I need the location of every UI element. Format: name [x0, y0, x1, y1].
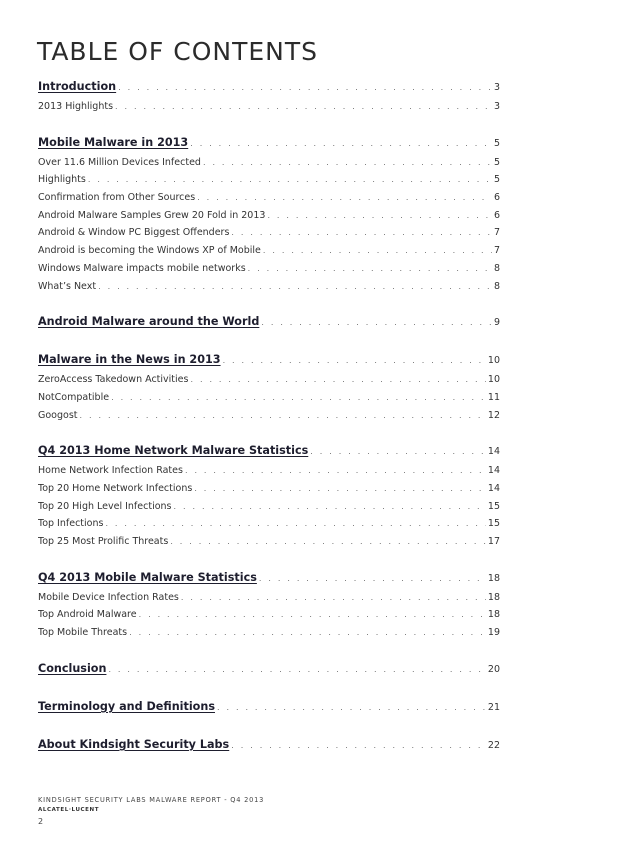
dot-leader: [111, 393, 486, 402]
toc-entry-label: What’s Next: [38, 280, 97, 292]
toc-heading-label: Conclusion: [38, 661, 107, 675]
toc-heading-label: Terminology and Definitions: [38, 699, 215, 713]
dot-leader: [98, 282, 492, 291]
toc-entry-page-number: 17: [487, 536, 500, 547]
dot-leader: [170, 537, 486, 546]
toc-entry[interactable]: [38, 518, 500, 536]
toc-heading[interactable]: [38, 315, 500, 336]
toc-heading-label: Q4 2013 Home Network Malware Statistics: [38, 444, 309, 458]
page-number: 2: [38, 817, 44, 826]
toc-heading[interactable]: [38, 571, 500, 592]
toc-heading[interactable]: [38, 444, 500, 465]
dot-leader: [185, 466, 486, 475]
table-of-contents: [38, 80, 500, 776]
toc-entry[interactable]: [38, 227, 500, 245]
toc-entry[interactable]: [38, 410, 500, 428]
toc-entry-label: Top Android Malware: [38, 609, 137, 621]
toc-section: [38, 136, 500, 299]
toc-entry-label: Android is becoming the Windows XP of Mobile: [38, 245, 261, 257]
toc-entry-page-number: 19: [487, 627, 500, 639]
toc-entry-label: Top 25 Most Prolific Threats: [38, 536, 169, 547]
dot-leader: [115, 102, 492, 111]
toc-heading-label: Malware in the News in 2013: [38, 353, 221, 367]
toc-entry-page-number: 15: [487, 500, 500, 512]
dot-leader: [88, 175, 492, 184]
dot-leader: [80, 411, 486, 420]
toc-heading-page-number: 9: [493, 317, 500, 329]
toc-heading[interactable]: [38, 662, 500, 683]
dot-leader: [108, 665, 485, 674]
toc-heading-label: Android Malware around the World: [38, 315, 260, 329]
toc-heading[interactable]: [38, 353, 500, 374]
toc-heading-page-number: 20: [487, 663, 500, 675]
page-footer: [38, 796, 264, 826]
toc-entry-label: Top Infections: [38, 518, 104, 530]
toc-entry-page-number: 14: [487, 482, 500, 494]
toc-entry[interactable]: [38, 592, 500, 610]
toc-section: [38, 662, 500, 683]
toc-entry-label: Confirmation from Other Sources: [38, 192, 196, 204]
dot-leader: [190, 139, 492, 148]
dot-leader: [105, 519, 485, 528]
toc-entry[interactable]: [38, 627, 500, 645]
toc-entry[interactable]: [38, 609, 500, 627]
toc-entry-page-number: 8: [493, 262, 500, 274]
report-title: KINDSIGHT SECURITY LABS MALWARE REPORT - Q4 2013: [38, 796, 265, 804]
toc-entry-page-number: 12: [487, 409, 500, 421]
toc-entry[interactable]: [38, 465, 500, 483]
toc-heading[interactable]: [38, 136, 500, 157]
dot-leader: [217, 703, 486, 712]
toc-entry-label: Top 20 High Level Infections: [38, 500, 172, 512]
toc-entry-page-number: 6: [493, 192, 500, 204]
toc-entry[interactable]: [38, 174, 500, 192]
toc-entry[interactable]: [38, 483, 500, 501]
toc-entry[interactable]: [38, 263, 500, 281]
dot-leader: [263, 246, 492, 255]
toc-entry[interactable]: [38, 374, 500, 392]
toc-heading[interactable]: [38, 700, 500, 721]
toc-heading-page-number: 10: [487, 355, 500, 367]
toc-entry-page-number: 6: [493, 209, 500, 221]
toc-entry-page-number: 7: [493, 227, 500, 239]
toc-entry[interactable]: [38, 536, 500, 554]
toc-entry-page-number: 5: [493, 174, 500, 186]
toc-heading-page-number: 18: [487, 572, 500, 584]
toc-heading-page-number: 14: [487, 446, 500, 458]
dot-leader: [197, 193, 492, 202]
toc-entry-label: Over 11.6 Million Devices Infected: [38, 156, 201, 168]
toc-entry[interactable]: [38, 281, 500, 299]
toc-entry-label: Top 20 Home Network Infections: [38, 482, 193, 494]
dot-leader: [231, 741, 486, 750]
dot-leader: [231, 228, 492, 237]
toc-section: [38, 738, 500, 759]
toc-entry[interactable]: [38, 501, 500, 519]
toc-section: [38, 700, 500, 721]
dot-leader: [248, 264, 492, 273]
toc-heading[interactable]: [38, 80, 500, 101]
dot-leader: [174, 502, 486, 511]
toc-entry-label: Home Network Infection Rates: [38, 465, 183, 477]
toc-entry[interactable]: [38, 392, 500, 410]
toc-entry-page-number: 14: [487, 465, 500, 477]
toc-heading-page-number: 3: [493, 82, 500, 93]
toc-heading-label: Mobile Malware in 2013: [38, 135, 189, 149]
toc-entry[interactable]: [38, 245, 500, 263]
toc-heading-page-number: 21: [487, 701, 500, 713]
toc-entry-page-number: 15: [487, 518, 500, 530]
toc-entry-label: Top Mobile Threats: [38, 627, 128, 639]
toc-entry[interactable]: [38, 157, 500, 175]
toc-entry-page-number: 8: [493, 280, 500, 292]
dot-leader: [181, 593, 486, 602]
toc-entry-label: Highlights: [38, 174, 86, 186]
toc-entry-label: Android Malware Samples Grew 20 Fold in 2013: [38, 209, 266, 221]
toc-entry-page-number: 11: [487, 391, 500, 403]
toc-section: [38, 444, 500, 553]
dot-leader: [267, 211, 492, 220]
toc-entry-page-number: 18: [487, 609, 500, 621]
toc-heading-page-number: 5: [493, 137, 500, 149]
toc-heading-page-number: 22: [487, 739, 500, 751]
toc-entry-page-number: 10: [487, 374, 500, 386]
toc-entry[interactable]: [38, 192, 500, 210]
toc-entry[interactable]: [38, 101, 500, 119]
toc-entry-label: 2013 Highlights: [38, 101, 114, 112]
dot-leader: [194, 484, 486, 493]
dot-leader: [310, 447, 486, 456]
toc-entry-label: Android & Window PC Biggest Offenders: [38, 227, 230, 239]
toc-entry-label: Windows Malware impacts mobile networks: [38, 262, 246, 274]
dot-leader: [118, 83, 492, 92]
toc-entry-page-number: 7: [493, 245, 500, 257]
toc-entry-page-number: 18: [487, 591, 500, 603]
toc-entry-label: ZeroAccess Takedown Activities: [38, 374, 189, 386]
toc-entry-label: Googost: [38, 409, 78, 421]
toc-entry-label: NotCompatible: [38, 391, 110, 403]
toc-heading-label: Introduction: [38, 80, 117, 93]
dot-leader: [139, 610, 486, 619]
dot-leader: [261, 318, 492, 327]
dot-leader: [203, 158, 492, 167]
toc-section: [38, 80, 500, 119]
toc-entry-page-number: 5: [493, 156, 500, 168]
brand-logo-text: ALCATEL·LUCENT: [38, 807, 100, 813]
toc-entry-label: Mobile Device Infection Rates: [38, 591, 179, 603]
toc-heading-label: About Kindsight Security Labs: [38, 737, 230, 751]
dot-leader: [190, 375, 485, 384]
toc-heading-label: Q4 2013 Mobile Malware Statistics: [38, 570, 257, 584]
toc-section: [38, 315, 500, 336]
toc-entry-page-number: 3: [493, 101, 500, 112]
dot-leader: [129, 628, 486, 637]
dot-leader: [259, 574, 486, 583]
toc-entry[interactable]: [38, 210, 500, 228]
dot-leader: [223, 356, 486, 365]
toc-section: [38, 353, 500, 427]
toc-section: [38, 571, 500, 645]
page-title: TABLE OF CONTENTS: [37, 37, 319, 66]
toc-heading[interactable]: [38, 738, 500, 759]
